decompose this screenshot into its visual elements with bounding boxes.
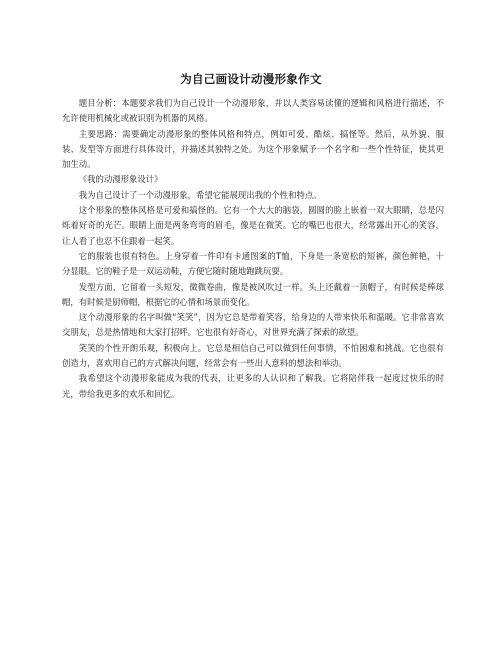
paragraph-hairstyle: 发型方面，它留着一头短发，微微卷曲，像是被风吹过一样。头上还戴着一顶帽子，有时候是棒球帽，有时候是厨师帽，根据它的心情和场景而变化。 <box>62 281 444 307</box>
paragraph-personality: 笑笑的个性开朗乐观，积极向上。它总是相信自己可以做到任何事情，不怕困难和挑战。它也很有创造力，喜欢用自己的方式解决问题，经常会有一些出人意料的想法和举动。 <box>62 342 444 369</box>
document-body <box>62 96 444 402</box>
paragraph-intro: 我为自己设计了一个动漫形象，希望它能展现出我的个性和特点。 <box>78 189 322 200</box>
paragraph-approach: 主要思路：需要确定动漫形象的整体风格和特点，例如可爱、酷炫、搞怪等。然后，从外貌、服装、发型等方面进行具体设计，并描述其独特之处。为这个形象赋予一个名字和一些个性特征，使其更加生动。 <box>62 128 444 170</box>
paragraph-clothing: 它的服装也很有特色。上身穿着一件印有卡通图案的T恤，下身是一条宽松的短裤，颜色鲜艳，十分显眼。它的鞋子是一双运动鞋，方便它随时随地跑跳玩耍。 <box>62 250 444 277</box>
essay-subtitle: 《我的动漫形象设计》 <box>78 174 163 185</box>
paragraph-analysis: 题目分析：本题要求我们为自己设计一个动漫形象，并以人类容易读懂的逻辑和风格进行描述，不允许使用机械化或被识别为机器的风格。 <box>62 98 444 124</box>
paragraph-conclusion: 我希望这个动漫形象能成为我的代表，让更多的人认识和了解我。它将陪伴我一起度过快乐的时光，带给我更多的欢乐和回忆。 <box>62 373 444 399</box>
paragraph-name: 这个动漫形象的名字叫做“笑笑”，因为它总是带着笑容，给身边的人带来快乐和温暖。它非常喜欢交朋友，总是热情地和大家打招呼。它也很有好奇心，对世界充满了探索的欲望。 <box>62 312 444 338</box>
paragraph-appearance: 这个形象的整体风格是可爱和搞怪的。它有一个大大的脑袋，圆圆的脸上嵌着一双大眼睛，总是闪烁着好奇的光芒。眼睛上面是两条弯弯的眉毛，像是在微笑。它的嘴巴也很大，经常露出开心的笑容，让人看了也忍不住跟着一起笑。 <box>62 205 444 246</box>
document-title: 为自己画设计动漫形象作文 <box>180 72 322 86</box>
